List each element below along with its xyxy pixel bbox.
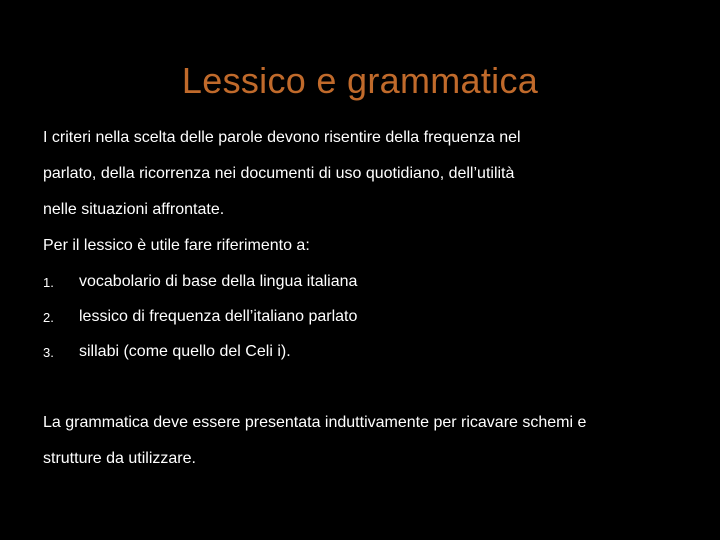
list-text: lessico di frequenza dell’italiano parlato bbox=[79, 308, 358, 325]
grammar-line-1: La grammatica deve essere presentata induttivamente per ricavare schemi e bbox=[43, 414, 587, 431]
slide-title: Lessico e grammatica bbox=[181, 60, 539, 101]
grammar-line-2: strutture da utilizzare. bbox=[43, 450, 196, 467]
reference-list bbox=[43, 264, 693, 369]
spacer bbox=[43, 369, 693, 405]
intro-line-3: nelle situazioni affrontate. bbox=[43, 201, 225, 218]
intro-line-2: parlato, della ricorrenza nei documenti di uso quotidiano, dell’utilità bbox=[43, 165, 515, 182]
list-number: 2. bbox=[43, 310, 54, 325]
list-number: 1. bbox=[43, 275, 54, 290]
intro-line-1: I criteri nella scelta delle parole devono risentire della frequenza nel bbox=[43, 129, 521, 146]
list-item bbox=[43, 334, 693, 369]
slide-body bbox=[43, 120, 693, 477]
list-number: 3. bbox=[43, 345, 54, 360]
list-text: vocabolario di base della lingua italiana bbox=[79, 273, 358, 290]
list-text: sillabi (come quello del Celi i). bbox=[79, 343, 291, 360]
list-item bbox=[43, 299, 693, 334]
lexicon-intro: Per il lessico è utile fare riferimento a: bbox=[43, 237, 310, 254]
list-item bbox=[43, 264, 693, 299]
